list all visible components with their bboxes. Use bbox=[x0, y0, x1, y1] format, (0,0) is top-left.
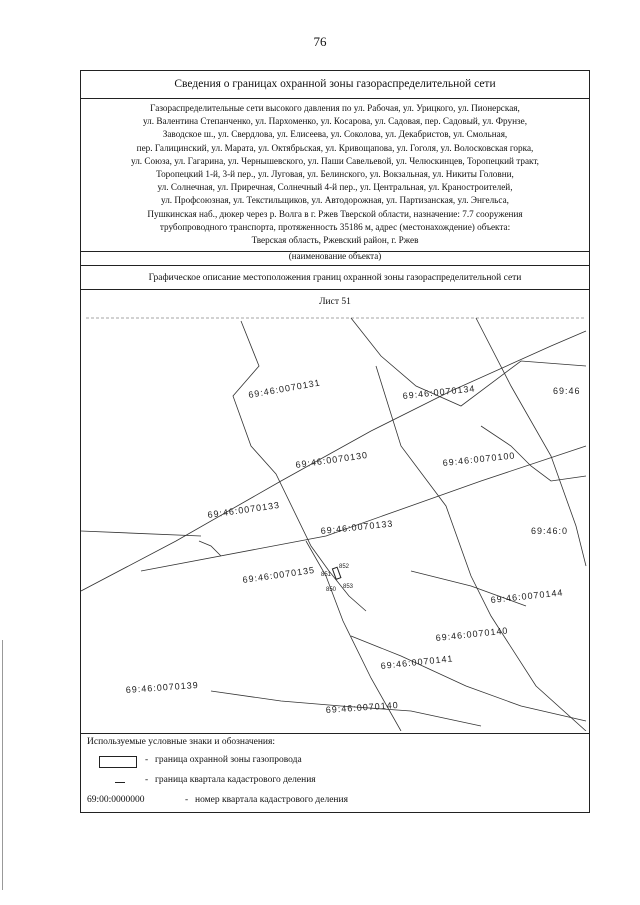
description-line: ул. Профсоюзная, ул. Текстильщиков, ул. Автодорожная, ул. Партизанская, ул. Энгельса, bbox=[161, 195, 509, 206]
point-label: 850 bbox=[326, 587, 337, 593]
cadastral-label: 69:46:0070133 bbox=[206, 499, 281, 520]
zone-boundary-symbol bbox=[99, 756, 137, 768]
quarter-boundary bbox=[81, 531, 201, 536]
description-line: ул. Солнечная, ул. Приречная, Солнечный 4-й пер., ул. Центральная, ул. Краностроителей, bbox=[157, 182, 513, 193]
cadastral-label: 69:46:0070133 bbox=[320, 518, 394, 536]
cadastral-label: 69:46:0070130 bbox=[294, 449, 369, 470]
divider bbox=[81, 98, 589, 99]
quarter-boundary bbox=[199, 541, 221, 556]
point-label: 853 bbox=[343, 584, 354, 590]
point-label: 852 bbox=[339, 564, 350, 570]
quarter-number-symbol: 69:00:0000000 bbox=[87, 795, 145, 805]
divider bbox=[81, 289, 589, 290]
description-line: Газораспределительные сети высокого давления по ул. Рабочая, ул. Урицкого, ул. Пионерская, bbox=[150, 103, 520, 113]
document-frame bbox=[80, 70, 590, 813]
legend-text: граница охранной зоны газопровода bbox=[155, 755, 302, 765]
object-description bbox=[81, 102, 589, 264]
legend-separator: - bbox=[145, 775, 149, 785]
quarter-boundary-symbol bbox=[115, 782, 125, 783]
cadastral-label: 69:46:0070135 bbox=[241, 564, 316, 585]
cadastral-label: 69:46:0070144 bbox=[490, 587, 564, 605]
description-line: Торопецкий 1-й, 3-й пер., ул. Луговая, ул. Белинского, ул. Вокзальная, ул. Никиты Головни, bbox=[156, 169, 514, 180]
legend-separator: - bbox=[185, 795, 189, 805]
description-line: Тверская область, Ржевский район, г. Ржев bbox=[251, 235, 419, 246]
point-label: 851 bbox=[321, 572, 332, 578]
divider bbox=[81, 265, 589, 266]
legend-text: номер квартала кадастрового деления bbox=[195, 795, 348, 805]
description-line: ул. Валентина Степанченко, ул. Пархоменко, ул. Косарова, ул. Садовая, пер. Садовый, ул. Фрунзе, bbox=[142, 116, 528, 127]
cadastral-label: 69:46:0070100 bbox=[442, 450, 516, 468]
cadastral-label: 69:46:0070140 bbox=[435, 625, 509, 643]
cadastral-label: 69:46:0070131 bbox=[247, 377, 322, 400]
quarter-boundary bbox=[141, 446, 586, 571]
cadastral-label: 69:46:0070134 bbox=[402, 383, 476, 401]
graphic-description-title: Графическое описание местоположения границ охранной зоны газораспределительной сети bbox=[148, 273, 522, 283]
cadastral-label: 69:46 bbox=[553, 386, 581, 396]
cadastral-label: 69:46:0 bbox=[531, 526, 569, 536]
legend bbox=[81, 735, 589, 813]
legend-title: Используемые условные знаки и обозначения: bbox=[87, 737, 276, 747]
object-caption: (наименование объекта) bbox=[288, 251, 382, 261]
cadastral-label: 69:46:0070139 bbox=[125, 679, 200, 695]
scan-edge-mark bbox=[2, 640, 3, 890]
description-line: трубопроводного транспорта, протяженность 35186 м, адрес (местонахождение) объекта: bbox=[159, 221, 511, 232]
divider bbox=[81, 733, 589, 734]
cadastral-label: 69:46:0070141 bbox=[380, 653, 454, 671]
page-number: 76 bbox=[313, 34, 327, 49]
section-title: Сведения о границах охранной зоны газораспределительной сети bbox=[174, 78, 496, 90]
cadastral-label: 69:46:0070140 bbox=[325, 699, 400, 715]
description-line: ул. Союза, ул. Гагарина, ул. Чернышевского, ул. Паши Савельевой, ул. Челюскинцев, Торопецкий тракт, bbox=[131, 155, 539, 166]
description-line: пер. Галицинский, ул. Марата, ул. Октябрьская, ул. Кривощапова, ул. Гоголя, ул. Волосковская горка, bbox=[136, 142, 534, 153]
quarter-boundary bbox=[376, 366, 586, 731]
description-line: Пушкинская наб., дюкер через р. Волга в г. Ржев Тверской области, назначение: 7.7 сооружения bbox=[147, 208, 523, 219]
sheet-label: Лист 51 bbox=[319, 297, 351, 307]
legend-text: граница квартала кадастрового деления bbox=[155, 775, 316, 785]
cadastral-map bbox=[81, 306, 591, 731]
description-line: Заводское ш., ул. Свердлова, ул. Елисеева, ул. Соколова, ул. Декабристов, ул. Смольная, bbox=[162, 129, 508, 140]
legend-separator: - bbox=[145, 755, 149, 765]
